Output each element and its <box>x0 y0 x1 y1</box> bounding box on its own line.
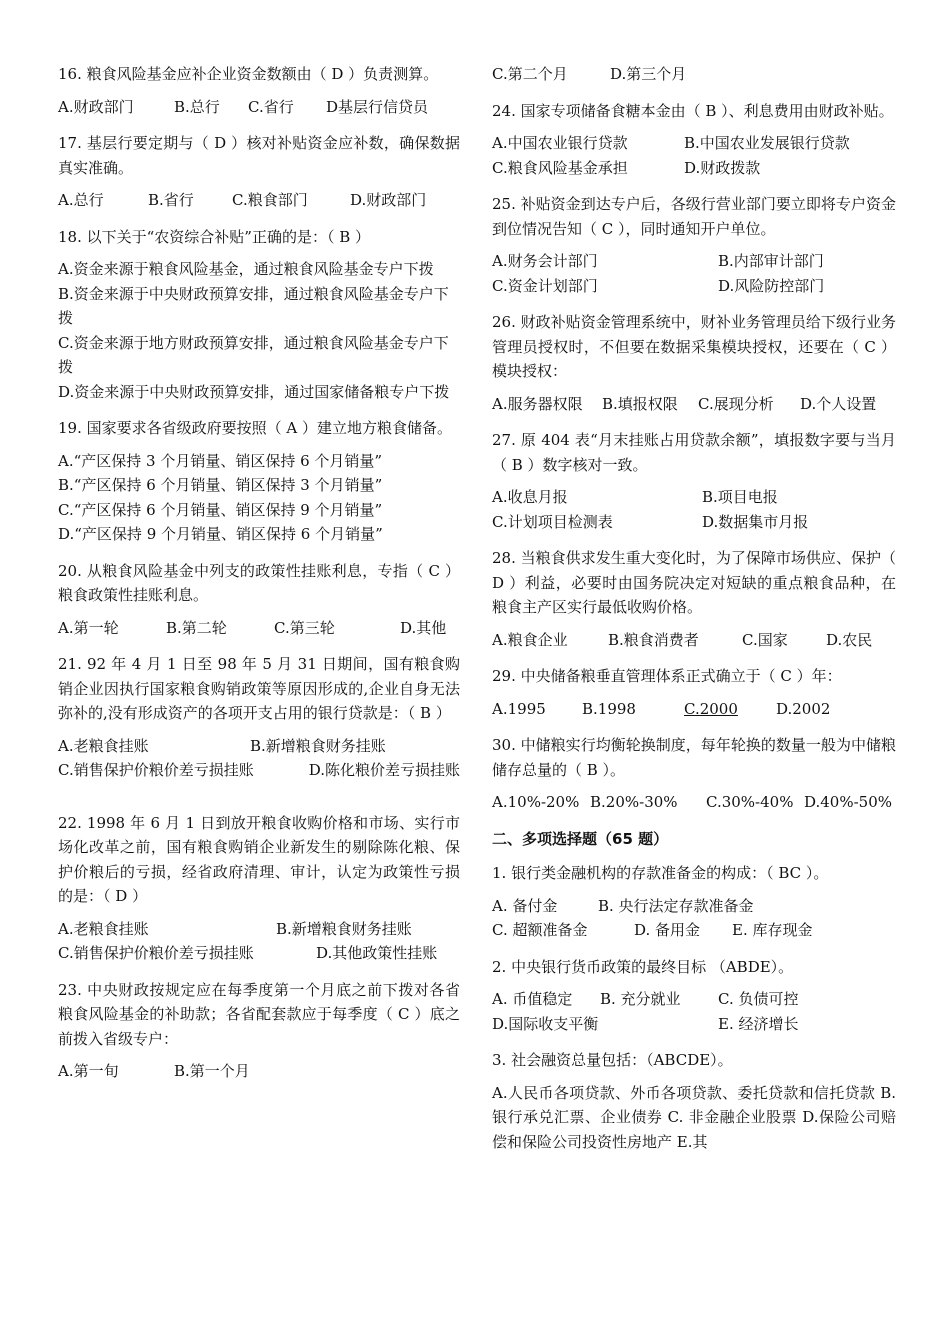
option: B.第一个月 <box>174 1062 250 1080</box>
option: A.中国农业银行贷款 <box>492 134 628 152</box>
options-26 <box>492 392 896 417</box>
question-25: 25. 补贴资金到达专户后，各级行营业部门要立即将专户资金到位情况告知（ C ），同时通知开户单位。 <box>492 195 896 238</box>
option: C.资金来源于地方财政预算安排，通过粮食风险基金专户下拨 <box>58 333 449 376</box>
option: C. 负债可控 <box>718 990 799 1008</box>
option: C.粮食风险基金承担 <box>492 158 628 177</box>
question-17: 17. 基层行要定期与（ D ）核对补贴资金应补数，确保数据真实准确。 <box>58 134 460 177</box>
options-23-continued <box>492 62 896 87</box>
options-17 <box>58 188 460 213</box>
multi-question-2: 2. 中央银行货币政策的最终目标 （ABDE）。 <box>492 957 794 976</box>
question-28: 28. 当粮食供求发生重大变化时，为了保障市场供应、保护（ D ）利益，必要时由国务院决定对短缺的重点粮食品种，在粮食主产区实行最低收购价格。 <box>492 549 896 616</box>
option: A.服务器权限 <box>492 394 583 413</box>
option: B.省行 <box>148 191 194 209</box>
option: A. 币值稳定 <box>492 990 573 1008</box>
option: A.粮食企业 <box>492 630 568 649</box>
option: B.第二轮 <box>166 618 227 637</box>
multi-options-3 <box>492 1081 896 1155</box>
option: A.收息月报 <box>492 488 568 506</box>
options-28 <box>492 628 896 653</box>
option: A.第一轮 <box>58 618 119 637</box>
question-29: 29. 中央储备粮垂直管理体系正式确立于（ C ）年： <box>492 667 842 685</box>
option: A.人民币各项贷款、外币各项贷款、委托贷款和信托贷款 B. 银行承兑汇票、企业债券 C. 非金融企业股票 D.保险公司赔偿和保险公司投资性房地产 E.其 <box>492 1083 896 1151</box>
option: C.“产区保持 6 个月销量、销区保持 9 个月销量” <box>58 500 383 519</box>
option: B. 充分就业 <box>600 990 681 1008</box>
option: A.财政部门 <box>58 97 134 116</box>
option: C.展现分析 <box>698 394 774 413</box>
option: C. 超额准备金 <box>492 921 588 939</box>
option: B.粮食消费者 <box>608 630 699 649</box>
option: A.老粮食挂账 <box>58 736 149 755</box>
option: D基层行信贷员 <box>326 97 429 116</box>
option: D.数据集市月报 <box>702 512 809 531</box>
option: E. 库存现金 <box>732 921 813 939</box>
option: D.财政拨款 <box>684 158 761 177</box>
option: D. 备用金 <box>634 921 701 939</box>
option: C.粮食部门 <box>232 191 308 209</box>
option: A.财务会计部门 <box>492 252 598 270</box>
multi-options-1 <box>492 894 896 943</box>
option: D.“产区保持 9 个月销量、销区保持 6 个月销量” <box>58 525 383 543</box>
option: B. 央行法定存款准备金 <box>598 896 754 915</box>
section-heading: 二、多项选择题（65 题） <box>492 829 669 848</box>
option: A.资金来源于粮食风险基金，通过粮食风险基金专户下拨 <box>58 260 434 278</box>
option: C.销售保护价粮价差亏损挂账 <box>58 944 254 962</box>
option: C.第三轮 <box>274 618 335 637</box>
option: A. 备付金 <box>492 896 558 915</box>
option: A.老粮食挂账 <box>58 919 149 938</box>
option: B.“产区保持 6 个月销量、销区保持 3 个月销量” <box>58 476 383 494</box>
question-20: 20. 从粮食风险基金中列支的政策性挂账利息，专指（ C ）粮食政策性挂账利息。 <box>58 561 460 604</box>
option: B.资金来源于中央财政预算安排，通过粮食风险基金专户下拨 <box>58 284 449 327</box>
option: D.陈化粮价差亏损挂账 <box>308 761 460 779</box>
option: D.国际收支平衡 <box>492 1014 599 1033</box>
option: D.其他 <box>400 618 447 637</box>
option: D.2002 <box>776 699 831 718</box>
option-answer: C.2000 <box>684 699 738 718</box>
options-30 <box>492 790 896 815</box>
option: D.资金来源于中央财政预算安排，通过国家储备粮专户下拨 <box>58 382 450 401</box>
option: B.1998 <box>582 699 636 718</box>
option: D.个人设置 <box>800 394 877 413</box>
option: B.新增粮食财务挂账 <box>276 919 412 938</box>
option: A.总行 <box>58 191 104 209</box>
options-19 <box>58 449 460 547</box>
option: B.填报权限 <box>602 394 678 413</box>
option: C.国家 <box>742 630 788 649</box>
multi-question-3: 3. 社会融资总量包括：（ABCDE）。 <box>492 1051 733 1069</box>
options-25 <box>492 249 896 298</box>
question-26: 26. 财政补贴资金管理系统中，财补业务管理员给下级行业务管理员授权时，不但要在数据采集模块授权，还要在（ C ）模块授权： <box>492 313 896 380</box>
option: A.“产区保持 3 个月销量、销区保持 6 个月销量” <box>58 451 383 470</box>
option: C.计划项目检测表 <box>492 512 613 531</box>
multi-question-1: 1. 银行类金融机构的存款准备金的构成：（ BC ）。 <box>492 864 829 882</box>
option: D.财政部门 <box>350 191 427 209</box>
question-22: 22. 1998 年 6 月 1 日到放开粮食收购价格和市场、实行市场化改革之前，国有粮食购销企业新发生的剔除陈化粮、保护价粮后的亏损，经省政府清理、审计，认定为政策性亏损的是：（ D ） <box>58 813 460 905</box>
option: D.其他政策性挂账 <box>316 944 438 962</box>
option: D.第三个月 <box>610 65 687 83</box>
options-21 <box>58 734 460 799</box>
option: A.1995 <box>492 699 546 718</box>
option: C.第二个月 <box>492 65 568 83</box>
question-21: 21. 92 年 4 月 1 日至 98 年 5 月 31 日期间，国有粮食购销企业因执行国家粮食购销政策等原因形成的,企业自身无法弥补的,没有形成资产的各项开支占用的银行贷款是：（ B ） <box>58 655 460 722</box>
question-30: 30. 中储粮实行均衡轮换制度，每年轮换的数量一般为中储粮储存总量的（ B ）。 <box>492 736 896 779</box>
option: C.30%-40% <box>706 793 794 811</box>
option: A.10%-20% <box>492 793 580 811</box>
options-20 <box>58 616 460 641</box>
option: C.销售保护价粮价差亏损挂账 <box>58 761 254 779</box>
option: D.农民 <box>826 630 873 649</box>
options-23 <box>58 1059 460 1084</box>
option: B.中国农业发展银行贷款 <box>684 134 850 152</box>
option: C.资金计划部门 <box>492 276 598 295</box>
options-29 <box>492 697 896 722</box>
option: D.风险防控部门 <box>718 276 825 295</box>
question-23: 23. 中央财政按规定应在每季度第一个月底之前下拨对各省粮食风险基金的补助款；各省配套款应于每季度（ C ）底之前拨入省级专户： <box>58 980 460 1048</box>
left-column <box>58 62 460 1096</box>
question-27: 27. 原 404 表“月末挂账占用贷款余额”，填报数字要与当月（ B ）数字核对一致。 <box>492 431 896 474</box>
option: D.40%-50% <box>804 793 893 811</box>
question-18: 18. 以下关于“农资综合补贴”正确的是：（ B ） <box>58 227 371 246</box>
option: B.20%-30% <box>590 793 678 811</box>
option: B.内部审计部门 <box>718 252 824 270</box>
option: E. 经济增长 <box>718 1014 799 1033</box>
question-19: 19. 国家要求各省级政府要按照（ A ）建立地方粮食储备。 <box>58 419 452 437</box>
option: B.总行 <box>174 97 220 116</box>
options-18 <box>58 257 460 404</box>
right-column <box>492 62 896 1166</box>
question-16: 16. 粮食风险基金应补企业资金数额由（ D ）负责测算。 <box>58 65 439 83</box>
option: A.第一旬 <box>58 1062 119 1080</box>
options-27 <box>492 485 896 534</box>
option: C.省行 <box>248 97 294 116</box>
option: B.新增粮食财务挂账 <box>250 736 386 755</box>
option: B.项目电报 <box>702 488 778 506</box>
options-22 <box>58 917 460 966</box>
options-24 <box>492 131 896 180</box>
options-16 <box>58 95 460 120</box>
question-24: 24. 国家专项储备食糖本金由（ B ）、利息费用由财政补贴。 <box>492 101 894 120</box>
multi-options-2 <box>492 987 896 1036</box>
